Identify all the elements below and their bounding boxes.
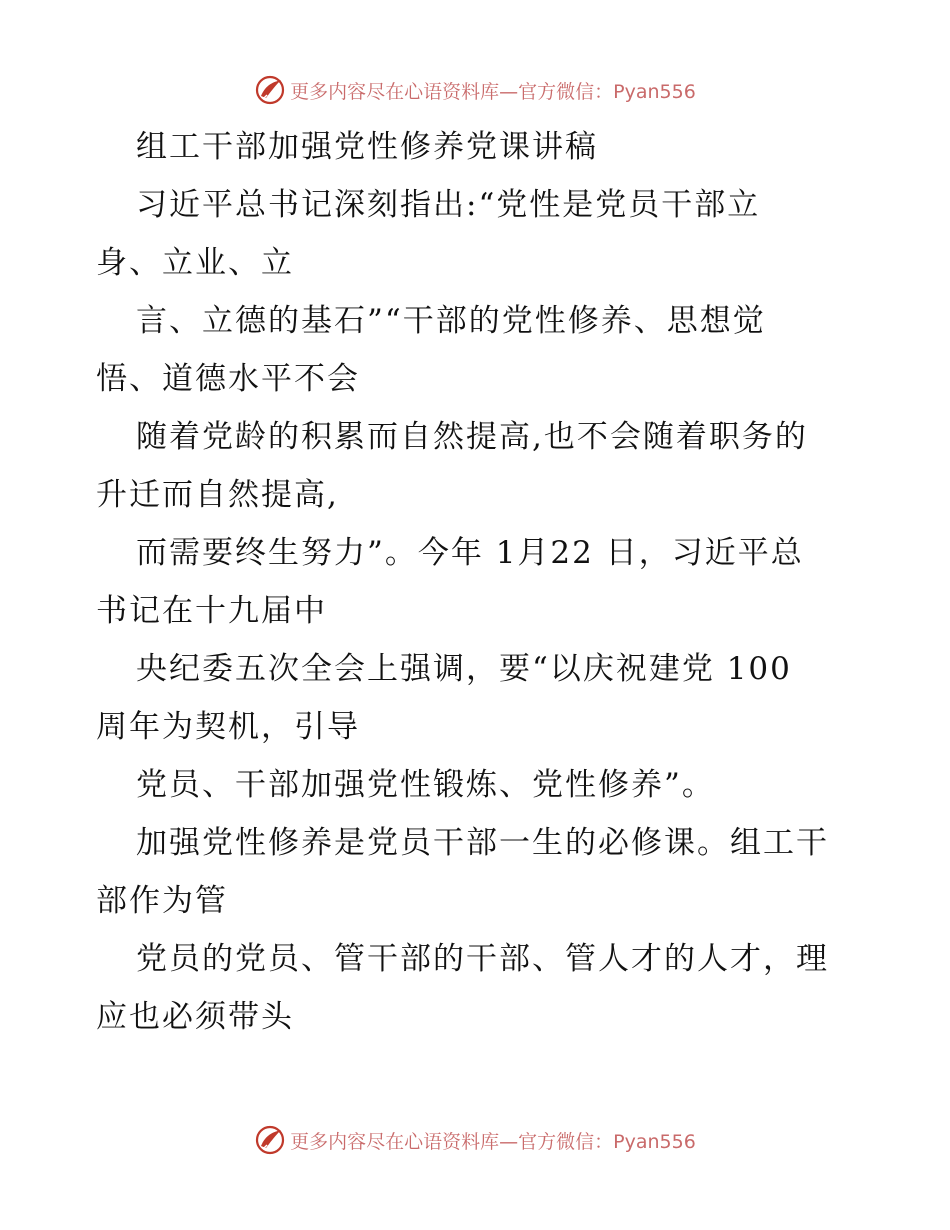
text-line: 部作为管 [96,883,228,919]
text-line: 升迁而自然提高, [96,477,339,513]
text-line: 悟、道德水平不会 [96,361,360,397]
text-line: 周年为契机，引导 [96,709,360,745]
text-line: 组工干部加强党性修养党课讲稿 [136,129,598,165]
watermark-brand: 更多内容尽在心语资料库 [290,1130,500,1153]
watermark-brand: 更多内容尽在心语资料库 [290,80,500,103]
watermark-header [0,70,950,110]
pen-logo-icon [254,1124,286,1156]
watermark-dash: — [499,1130,519,1153]
watermark-text [290,77,696,104]
text-line: 应也必须带头 [96,999,294,1035]
text-line: 书记在十九届中 [96,593,327,629]
text-line: 习近平总书记深刻指出:“党性是党员干部立 [136,187,761,223]
watermark-wechat: 官方微信：Pyan556 [518,80,696,103]
document-body [96,118,856,1046]
text-line: 随着党龄的积累而自然提高,也不会随着职务的 [136,419,808,455]
text-line: 而需要终生努力”。今年 1月22 日，习近平总 [136,535,804,571]
text-line: 党员的党员、管干部的干部、管人才的人才，理 [136,941,829,977]
text-line: 央纪委五次全会上强调，要“以庆祝建党 100 [136,651,792,687]
watermark-text [290,1127,696,1154]
watermark-footer [0,1120,950,1160]
text-line: 身、立业、立 [96,245,294,281]
pen-logo-icon [254,74,286,106]
text-line: 言、立德的基石”“干部的党性修养、思想觉 [136,303,766,339]
watermark-wechat: 官方微信：Pyan556 [518,1130,696,1153]
text-line: 加强党性修养是党员干部一生的必修课。组工干 [136,825,829,861]
text-line: 党员、干部加强党性锻炼、党性修养”。 [136,767,715,803]
watermark-dash: — [499,80,519,103]
